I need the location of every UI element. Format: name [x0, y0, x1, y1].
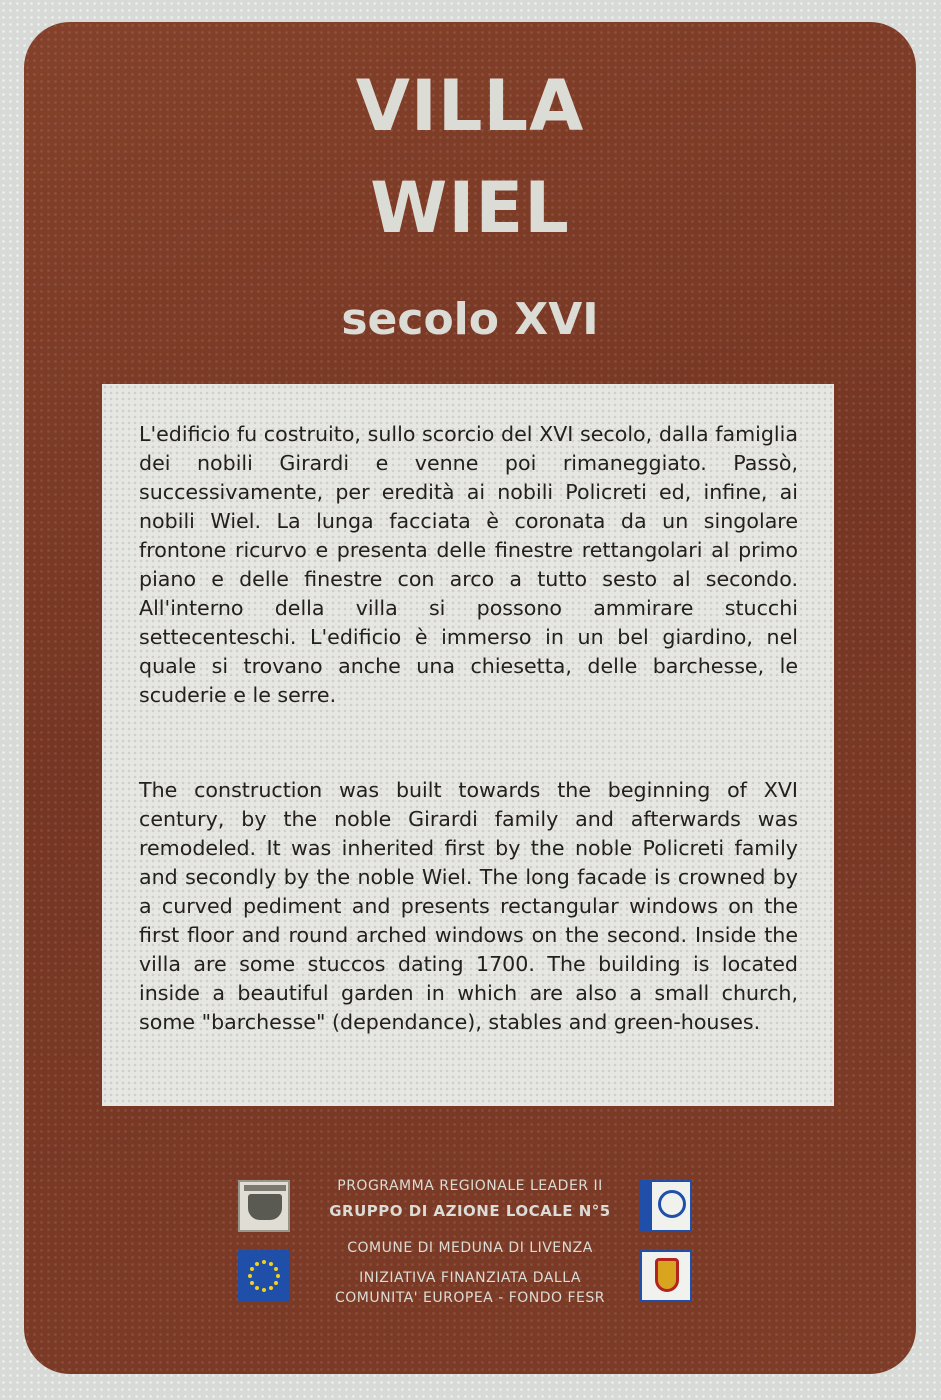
- footer-program: PROGRAMMA REGIONALE LEADER II: [337, 1178, 603, 1194]
- sponsor-footer: [24, 1172, 916, 1312]
- description-box: [102, 384, 834, 1106]
- footer-funding-1: INIZIATIVA FINANZIATA DALLA: [359, 1270, 581, 1286]
- sign-title-line2: WIEL: [370, 167, 570, 249]
- description-english: The construction was built towards the beginning of XVI century, by the noble Girardi family and afterwards was remodeled. It was inherited first by the noble Policreti family and secondly by the noble Wiel. The long facade is crowned by a curved pediment and presents rectangular windows on the first floor and round arched windows on the second. Inside the villa are some stuccos dating 1700. The building is located inside a beautiful garden in which are also a small church, some "barchesse" (dependance), stables and green-houses.: [139, 778, 798, 1034]
- footer-group: GRUPPO DI AZIONE LOCALE N°5: [329, 1202, 611, 1220]
- sign-panel: [24, 22, 916, 1374]
- footer-municipality: COMUNE DI MEDUNA DI LIVENZA: [347, 1240, 593, 1256]
- footer-funding-2: COMUNITA' EUROPEA - FONDO FESR: [334, 1290, 606, 1306]
- sign-subtitle: secolo XVI: [341, 294, 599, 345]
- sign-title-line1: VILLA: [355, 65, 585, 147]
- description-italian: L'edificio fu costruito, sullo scorcio del XVI secolo, dalla famiglia dei nobili Girardi e venne poi rimaneggiato. Passò, successivamente, per eredità ai nobili Policreti ed, infine, ai nobili Wiel. La lunga facciata è coronata da un singolare frontone ricurvo e presenta delle finestre rettangolari al primo piano e delle finestre con arco a tutto sesto al secondo. All'interno della villa si possono ammirare stucchi settecenteschi. L'edificio è immerso in un bel giardino, nel quale si trovano anche una chiesetta, delle barchesse, le scuderie e le serre.: [139, 422, 798, 707]
